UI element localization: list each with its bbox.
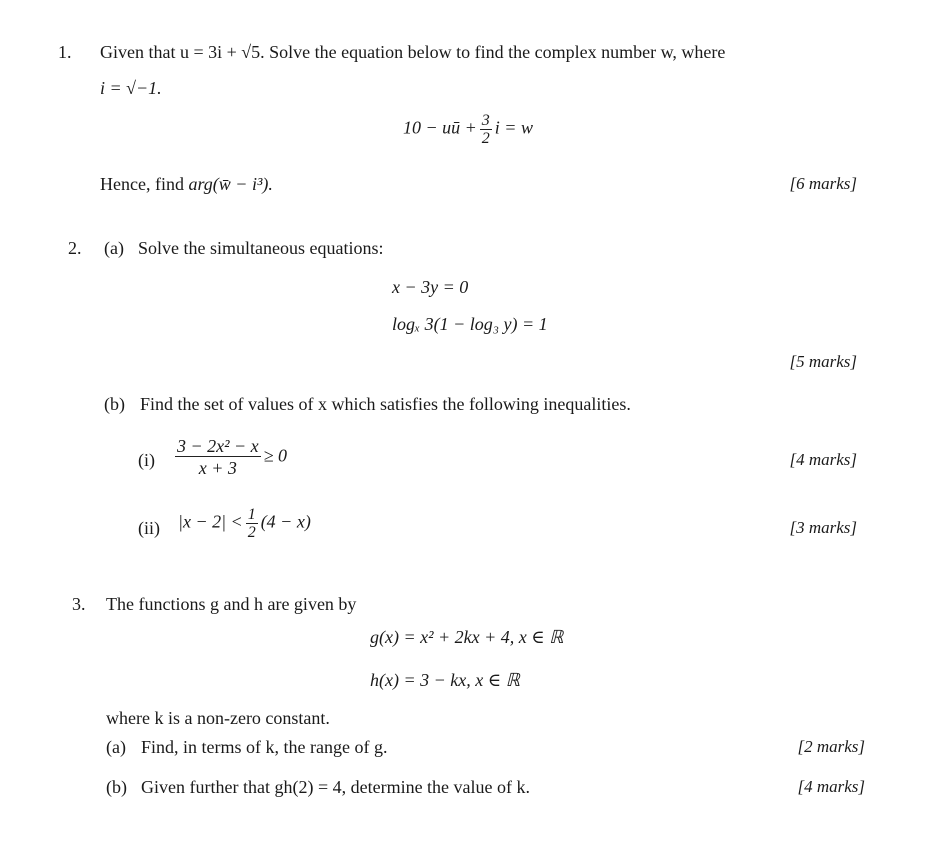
numerator: 1	[247, 506, 256, 523]
question-text: The functions g and h are given by	[106, 594, 357, 614]
denominator: 2	[247, 524, 256, 541]
marks: [3 marks]	[789, 518, 857, 537]
question-number: 3.	[72, 594, 86, 614]
equation-right: i = w	[494, 117, 533, 138]
marks: [4 marks]	[789, 450, 857, 469]
marks: [6 marks]	[789, 174, 857, 193]
equation-left: 10 − uū +	[403, 117, 477, 138]
hence-text: Hence, find	[100, 174, 184, 194]
question-text: Find, in terms of k, the range of g.	[141, 737, 388, 757]
marks: [5 marks]	[789, 352, 857, 371]
question-text: Given further that gh(2) = 4, determine the value of k.	[141, 777, 531, 797]
part-label: (a)	[104, 238, 124, 258]
hence-expression: arg(w̄ − i³).	[188, 174, 273, 194]
subpart-label: (i)	[138, 450, 155, 470]
numerator: 3	[481, 112, 490, 129]
equation: logₓ 3(1 − log₃ y) = 1	[392, 314, 548, 334]
part-label: (b)	[104, 394, 125, 414]
part-label: (b)	[106, 777, 127, 797]
question-text: Solve the simultaneous equations:	[138, 238, 384, 258]
question-text	[100, 174, 273, 195]
question-text: Find the set of values of x which satisfies the following inequalities.	[140, 394, 631, 414]
question-text: Given that u = 3i + √5. Solve the equation below to find the complex number w, where	[100, 42, 726, 62]
question-number: 1.	[58, 42, 72, 62]
part-label: (a)	[106, 737, 126, 757]
equation: g(x) = x² + 2kx + 4, x ∈ ℝ	[370, 627, 564, 647]
fraction	[480, 112, 492, 147]
inequality	[178, 506, 311, 541]
inequality-right: (4 − x)	[260, 511, 311, 532]
numerator: 3 − 2x² − x	[177, 436, 259, 456]
denominator: x + 3	[198, 458, 237, 478]
question-text: where k is a non-zero constant.	[106, 708, 330, 728]
denominator: 2	[481, 130, 490, 147]
fraction	[175, 436, 261, 479]
marks: [4 marks]	[797, 777, 865, 796]
marks: [2 marks]	[797, 737, 865, 756]
inequality-left: |x − 2| <	[178, 511, 243, 532]
equation: x − 3y = 0	[392, 277, 469, 297]
question-number: 2.	[68, 238, 82, 258]
fraction	[246, 506, 258, 541]
inequality	[172, 436, 287, 479]
equation	[403, 112, 533, 147]
subpart-label: (ii)	[138, 518, 160, 538]
question-text: i = √−1.	[100, 78, 162, 98]
inequality-right: ≥ 0	[263, 445, 288, 466]
equation: h(x) = 3 − kx, x ∈ ℝ	[370, 670, 520, 690]
